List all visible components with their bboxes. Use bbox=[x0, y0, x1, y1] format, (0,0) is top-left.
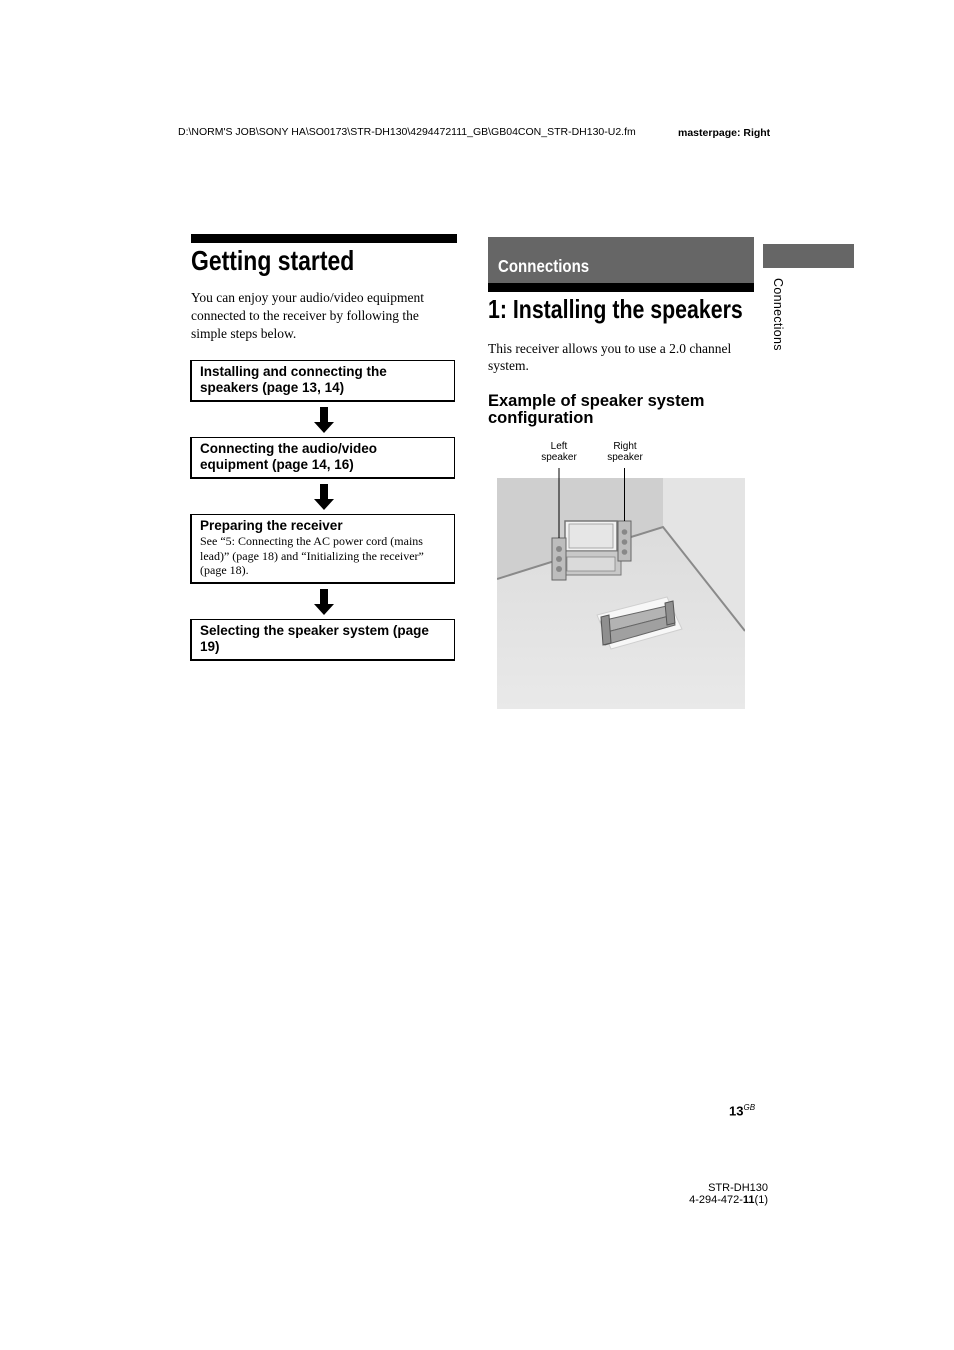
step-box-3 bbox=[190, 514, 455, 584]
subheading: Example of speaker system configuration bbox=[488, 392, 705, 427]
right-speaker-label: Right speaker bbox=[607, 441, 643, 463]
down-arrow-icon bbox=[314, 484, 334, 510]
side-tab-bar bbox=[763, 244, 854, 268]
page-number bbox=[729, 1103, 755, 1118]
header-masterpage: masterpage: Right bbox=[678, 127, 771, 139]
step-title: Selecting the speaker system (page 19) bbox=[200, 623, 429, 654]
down-arrow-icon bbox=[314, 407, 334, 433]
step-detail: See “5: Connecting the AC power cord (mains lead)” (page 18) and “Initializing the receiver” (page 18). bbox=[200, 534, 424, 577]
step-title: Installing and connecting the speakers (page 13, 14) bbox=[200, 364, 387, 395]
page-number-value: 13 bbox=[729, 1103, 744, 1119]
body-paragraph: This receiver allows you to use a 2.0 channel system. bbox=[488, 341, 732, 373]
footer bbox=[680, 1182, 768, 1206]
step-box-1 bbox=[190, 360, 455, 402]
step-box-2 bbox=[190, 437, 455, 479]
footer-model: STR-DH130 bbox=[708, 1182, 768, 1194]
footer-code: 4-294-472-11(1) bbox=[689, 1194, 768, 1206]
left-speaker-label: Left speaker bbox=[541, 441, 577, 463]
down-arrow-icon bbox=[314, 589, 334, 615]
intro-paragraph: You can enjoy your audio/video equipment connected to the receiver by following the simple steps below. bbox=[191, 290, 424, 341]
section-bar-label: Connections bbox=[498, 256, 590, 276]
step-title: Connecting the audio/video equipment (page 14, 16) bbox=[200, 441, 378, 472]
header-file-path: D:\NORM'S JOB\SONY HA\SO0173\STR-DH130\4294472111_GB\GB04CON_STR-DH130-U2.fm bbox=[178, 126, 636, 138]
title-rule bbox=[191, 234, 457, 243]
step-title: Preparing the receiver bbox=[200, 518, 343, 533]
step-box-4 bbox=[190, 619, 455, 661]
page-title: 1: Installing the speakers bbox=[488, 294, 743, 324]
section-bar-rule bbox=[488, 283, 754, 292]
side-tab-label: Connections bbox=[771, 278, 785, 351]
speaker-room-illustration bbox=[497, 465, 745, 709]
section-title: Getting started bbox=[191, 245, 355, 276]
page-number-suffix: GB bbox=[743, 1103, 756, 1112]
